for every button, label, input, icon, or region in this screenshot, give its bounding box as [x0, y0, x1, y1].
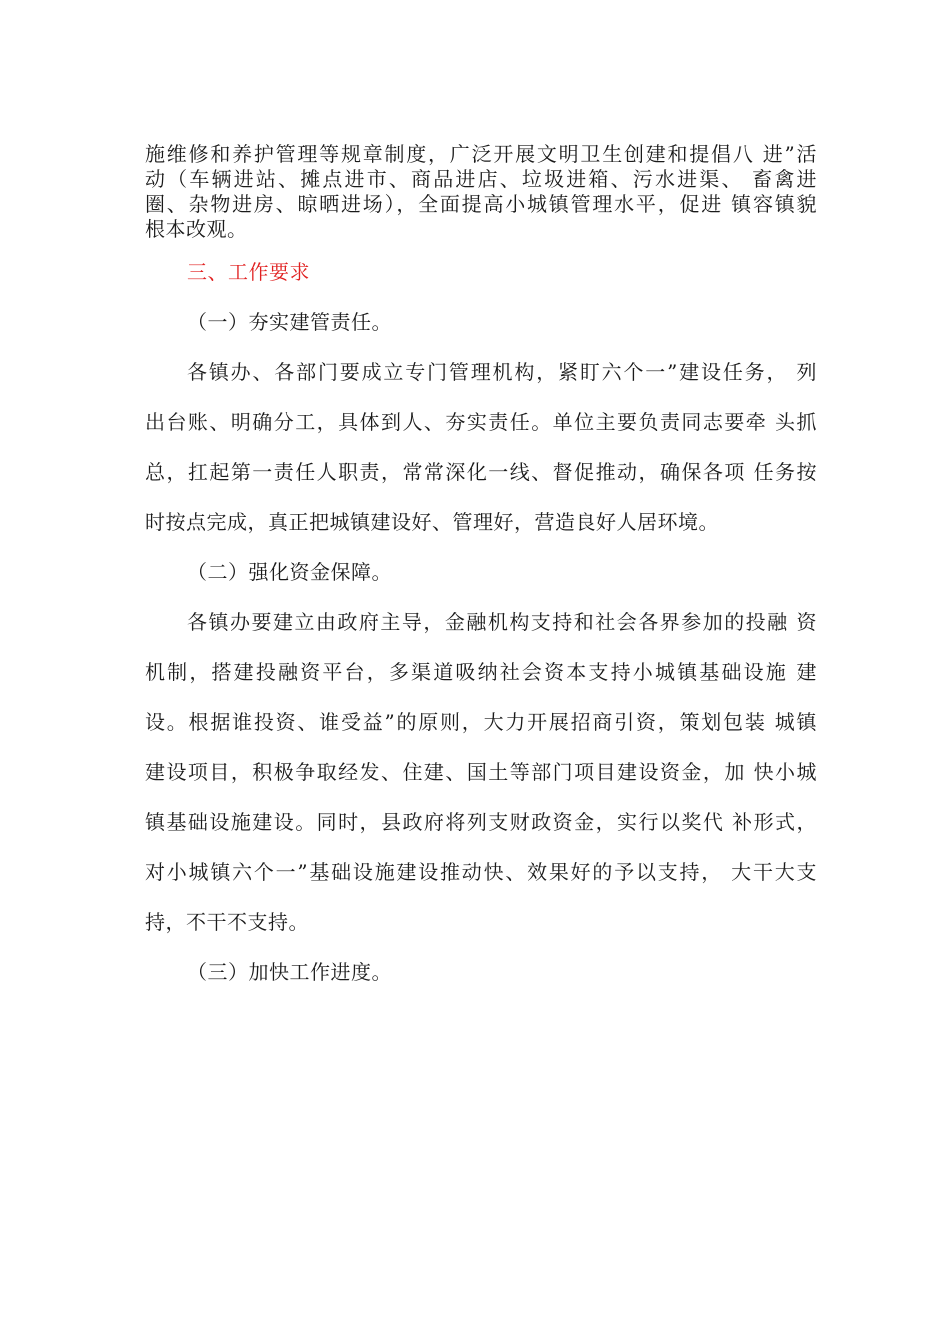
intro-line-4: 根本改观。 — [145, 217, 248, 241]
sub2-title: （二）强化资金保障。 — [187, 560, 392, 584]
sub2-line-1: 各镇办要建立由政府主导，金融机构支持和社会各界参加的投融 资 — [187, 610, 817, 634]
sub1-line-3: 总，扛起第一责任人职责，常常深化一线、督促推动，确保各项 任务按 — [145, 460, 817, 484]
sub2-line-4: 建设项目，积极争取经发、住建、国土等部门项目建设资金，加 快小城 — [145, 760, 817, 784]
intro-line-2: 动（车辆进站、摊点进市、商品进店、垃圾进箱、污水进渠、 畜禽进 — [145, 167, 817, 191]
sub2-line-5: 镇基础设施建设。同时，县政府将列支财政资金，实行以奖代 补形式， — [145, 810, 817, 834]
sub1-line-1: 各镇办、各部门要成立专门管理机构，紧盯六个一”建设任务， 列 — [187, 360, 817, 384]
sub1-line-4: 时按点完成，真正把城镇建设好、管理好，营造良好人居环境。 — [145, 510, 719, 534]
sub2-line-6: 对小城镇六个一”基础设施建设推动快、效果好的予以支持， 大干大支 — [145, 860, 817, 884]
sub1-line-2: 出台账、明确分工，具体到人、夯实责任。单位主要负责同志要牵 头抓 — [145, 410, 817, 434]
intro-line-1: 施维修和养护管理等规章制度，广泛开展文明卫生创建和提倡八 进”活 — [145, 142, 817, 166]
intro-line-3: 圈、杂物进房、晾晒进场），全面提高小城镇管理水平，促进 镇容镇貌 — [145, 192, 817, 216]
sub2-line-2: 机制，搭建投融资平台，多渠道吸纳社会资本支持小城镇基础设施 建 — [145, 660, 817, 684]
sub2-line-7: 持，不干不支持。 — [145, 910, 309, 934]
sub1-title: （一）夯实建管责任。 — [187, 310, 392, 334]
section-heading: 三、工作要求 — [187, 260, 310, 284]
sub2-line-3: 设。根据谁投资、谁受益”的原则，大力开展招商引资，策划包装 城镇 — [145, 710, 817, 734]
sub3-title: （三）加快工作进度。 — [187, 960, 392, 984]
